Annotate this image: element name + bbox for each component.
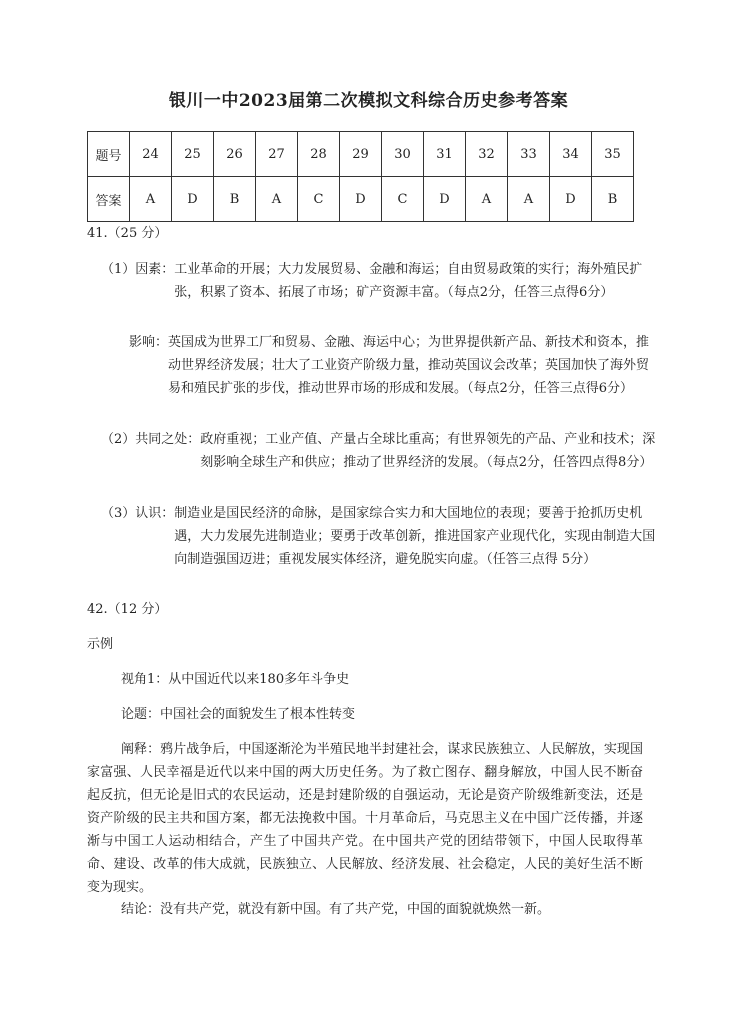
q41-part2-label: （2）共同之处： bbox=[101, 432, 201, 447]
question-number: 29 bbox=[340, 132, 382, 177]
q41-part1-text: 工业革命的开展；大力发展贸易、金融和海运；自由贸易政策的实行；海外殖民扩张，积累了资本、拓展了市场；矿产资源丰富。（每点2分，任答三点得6分） bbox=[174, 262, 643, 300]
q42-header: 42.（12 分） bbox=[87, 602, 168, 617]
answer-cell: B bbox=[592, 177, 634, 222]
q41-part1-factors bbox=[101, 258, 661, 304]
q41-impact-text: 英国成为世界工厂和贸易、金融、海运中心；为世界提供新产品、新技术和资本，推动世界经济发展；壮大了工业资产阶级力量，推动英国议会改革；英国加快了海外贸易和殖民扩张的步伐，推动世界市场的形成和发展。（每点2分，任答三点得6分） bbox=[168, 335, 650, 396]
answer-table bbox=[87, 131, 634, 222]
page-title: 银川一中2023届第二次模拟文科综合历史参考答案 bbox=[168, 91, 569, 111]
answer-cell: C bbox=[298, 177, 340, 222]
answer-cell: D bbox=[424, 177, 466, 222]
q42-example: 示例 bbox=[87, 637, 114, 652]
answer-cell: D bbox=[550, 177, 592, 222]
answer-cell: A bbox=[130, 177, 172, 222]
question-number: 27 bbox=[256, 132, 298, 177]
question-number: 25 bbox=[172, 132, 214, 177]
q42-thesis: 论题：中国社会的面貌发生了根本性转变 bbox=[121, 707, 356, 722]
question-number: 34 bbox=[550, 132, 592, 177]
q41-impact-label: 影响： bbox=[129, 335, 169, 350]
answer-cell: A bbox=[256, 177, 298, 222]
q41-header: 41.（25 分） bbox=[87, 226, 168, 241]
question-number: 32 bbox=[466, 132, 508, 177]
question-number: 30 bbox=[382, 132, 424, 177]
table-row-answers bbox=[88, 177, 634, 222]
answer-cell: C bbox=[382, 177, 424, 222]
q41-part3-text: 制造业是国民经济的命脉，是国家综合实力和大国地位的表现；要善于抢抓历史机遇，大力发展先进制造业；要勇于改革创新，推进国家产业现代化，实现由制造大国向制造强国迈进；重视发展实体经济，避免脱实向虚。（任答三点得 5分） bbox=[174, 506, 656, 567]
q41-part2-text: 政府重视；工业产值、产量占全球比重高；有世界领先的产品、产业和技术；深刻影响全球生产和供应；推动了世界经济的发展。（每点2分，任答四点得8分） bbox=[200, 432, 656, 470]
q41-part1-impact bbox=[129, 331, 661, 400]
row-label-number: 题号 bbox=[88, 132, 130, 177]
q41-part2 bbox=[101, 428, 661, 474]
q42-conclusion: 结论：没有共产党，就没有新中国。有了共产党，中国的面貌就焕然一新。 bbox=[121, 902, 551, 917]
question-number: 24 bbox=[130, 132, 172, 177]
question-number: 35 bbox=[592, 132, 634, 177]
answer-cell: D bbox=[172, 177, 214, 222]
q41-part1-label: （1）因素： bbox=[101, 262, 175, 277]
answer-cell: B bbox=[214, 177, 256, 222]
table-row-numbers bbox=[88, 132, 634, 177]
question-number: 26 bbox=[214, 132, 256, 177]
q41-part3-label: （3）认识： bbox=[101, 506, 175, 521]
answer-cell: D bbox=[340, 177, 382, 222]
q42-explanation: 阐释：鸦片战争后，中国逐渐沦为半殖民地半封建社会，谋求民族独立、人民解放，实现国家富强、人民幸福是近代以来中国的两大历史任务。为了救亡图存、翻身解放，中国人民不断奋起反抗，但无论是旧式的农民运动，还是封建阶级的自强运动，无论是资产阶级维新变法，还是资产阶级的民主共和国方案，都无法挽救中国。十月革命后，马克思主义在中国广泛传播，并逐渐与中国工人运动相结合，产生了中国共产党。在中国共产党的团结带领下，中国人民取得革命、建设、改革的伟大成就，民族独立、人民解放、经济发展、社会稳定，人民的美好生活不断变为现实。 bbox=[87, 742, 643, 895]
question-number: 31 bbox=[424, 132, 466, 177]
row-label-answer: 答案 bbox=[88, 177, 130, 222]
question-number: 33 bbox=[508, 132, 550, 177]
q41-part3 bbox=[101, 502, 661, 571]
answer-cell: A bbox=[508, 177, 550, 222]
question-number: 28 bbox=[298, 132, 340, 177]
answer-cell: A bbox=[466, 177, 508, 222]
q42-view: 视角1：从中国近代以来180多年斗争史 bbox=[121, 672, 350, 687]
